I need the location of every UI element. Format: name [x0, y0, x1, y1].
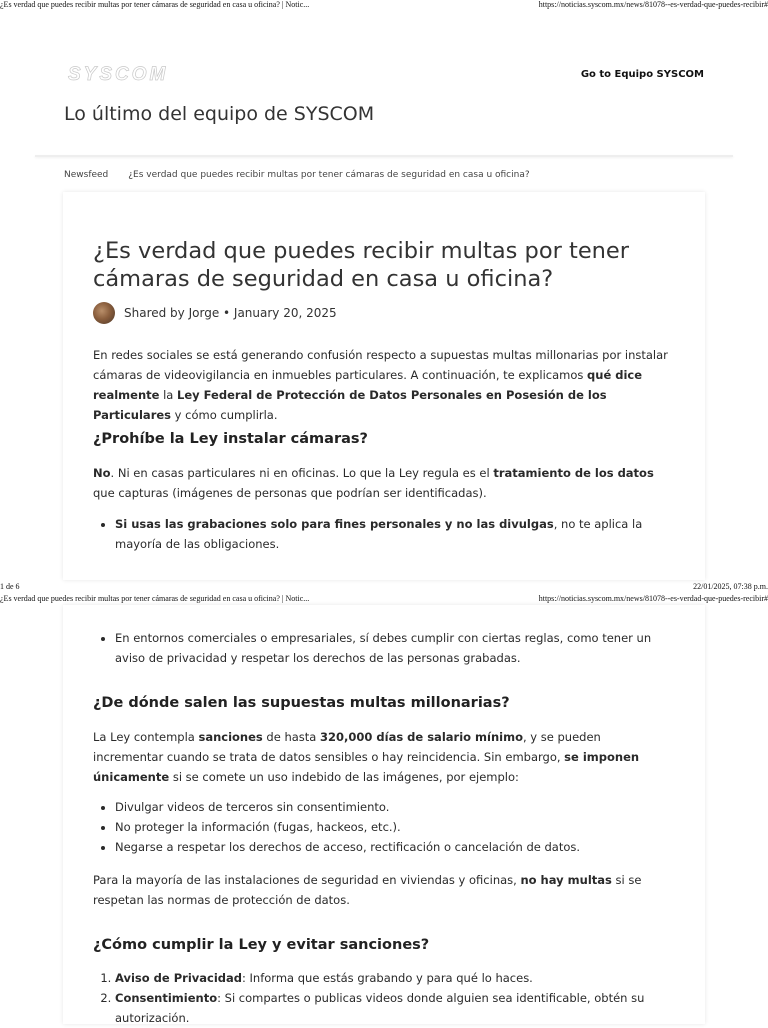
section2-paragraph: [93, 727, 673, 787]
text: : Si compartes o publicas videos donde alguien sea identificable, obtén su autorización.: [115, 991, 645, 1025]
breadcrumb: [64, 170, 550, 180]
breadcrumb-newsfeed-link[interactable]: Newsfeed: [64, 170, 109, 180]
section1-paragraph: [93, 463, 673, 503]
print-header-url: https://noticias.syscom.mx/news/81078--es-verdad-que-puedes-recibir#: [538, 0, 768, 9]
intro-paragraph: [93, 345, 673, 425]
text: : Informa que estás grabando y para qué lo haces.: [242, 971, 533, 985]
list-item: • Divulgar videos de terceros sin consentimiento.: [115, 797, 673, 817]
list-item: [115, 988, 673, 1028]
print-footer-date: 22/01/2025, 07:38 p.m.: [693, 582, 768, 591]
print-header-url: https://noticias.syscom.mx/news/81078--es-verdad-que-puedes-recibir#: [538, 594, 768, 603]
print-footer-page: 1 de 6: [0, 582, 20, 591]
text-bold: Si usas las grabaciones solo para fines personales y no las divulgas: [115, 517, 554, 531]
text-bold: Ley Federal de Protección de Datos Personales en Posesión de los Particulares: [93, 388, 607, 422]
section2-list: [93, 797, 673, 857]
text-bold: No: [93, 466, 111, 480]
text: de hasta: [262, 730, 321, 744]
text: si se comete un uso indebido de las imágenes, por ejemplo:: [169, 770, 519, 784]
text-bold: se imponen únicamente: [93, 750, 640, 784]
go-to-equipo-link[interactable]: Go to Equipo SYSCOM: [580, 69, 704, 80]
text-bold: Aviso de Privacidad: [115, 971, 242, 985]
author-avatar: [93, 302, 115, 324]
section-heading-multas: ¿De dónde salen las supuestas multas millonarias?: [93, 695, 510, 711]
article-byline: [93, 302, 337, 324]
section2-closing-paragraph: [93, 870, 673, 910]
syscom-logo[interactable]: SYSCOM: [68, 64, 169, 85]
print-header-title: ¿Es verdad que puedes recibir multas por tener cámaras de seguridad en casa u oficina? | Notic...: [0, 0, 310, 9]
site-title: Lo último del equipo de SYSCOM: [64, 103, 375, 125]
article-title: ¿Es verdad que puedes recibir multas por tener cámaras de seguridad en casa u oficina?: [93, 238, 630, 292]
breadcrumb-current: ¿Es verdad que puedes recibir multas por tener cámaras de seguridad en casa u oficina?: [128, 170, 530, 180]
text-bold: qué dice realmente: [93, 368, 643, 402]
list-item: • Negarse a respetar los derechos de acceso, rectificación o cancelación de datos.: [115, 837, 673, 857]
section3-list: [93, 968, 673, 1028]
text-bold: Consentimiento: [115, 991, 218, 1005]
text: La Ley contempla: [93, 730, 199, 744]
text: y cómo cumplirla.: [171, 408, 278, 422]
print-header-title: ¿Es verdad que puedes recibir multas por tener cámaras de seguridad en casa u oficina? | Notic...: [0, 594, 310, 603]
text: , y se pueden incrementar cuando se trata de datos sensibles o hay reincidencia. Sin embargo,: [93, 730, 601, 764]
text: que capturas (imágenes de personas que podrían ser identificadas).: [93, 486, 487, 500]
text: . Ni en casas particulares ni en oficinas. Lo que la Ley regula es el: [110, 466, 494, 480]
text-bold: tratamiento de los datos: [493, 466, 654, 480]
header-divider: [35, 155, 733, 157]
section-heading-cumplir: ¿Cómo cumplir la Ley y evitar sanciones?: [93, 937, 430, 953]
print-footer: [0, 582, 768, 594]
byline-text: Shared by Jorge • January 20, 2025: [124, 306, 337, 320]
text: si se respetan las normas de protección de datos.: [93, 873, 642, 907]
text: la: [159, 388, 178, 402]
list-item: [115, 968, 673, 988]
section-heading-prohibe: ¿Prohíbe la Ley instalar cámaras?: [93, 431, 368, 447]
list-item: [115, 514, 673, 554]
list-item: • No proteger la información (fugas, hackeos, etc.).: [115, 817, 673, 837]
print-header: [0, 0, 768, 12]
text-bold: sanciones: [198, 730, 263, 744]
text: En redes sociales se está generando confusión respecto a supuestas multas millonarias por instalar cámaras de videovigilancia en inmuebles particulares. A continuación, te explicamos: [93, 348, 668, 382]
text-bold: no hay multas: [520, 873, 612, 887]
section1-list-b: [93, 628, 673, 668]
text: , no te aplica la mayoría de las obligaciones.: [115, 517, 643, 551]
text: Para la mayoría de las instalaciones de seguridad en viviendas y oficinas,: [93, 873, 521, 887]
list-item: • En entornos comerciales o empresariales, sí debes cumplir con ciertas reglas, como tener un aviso de privacidad y respetar los derechos de las personas grabadas.: [115, 628, 673, 668]
text-bold: 320,000 días de salario mínimo: [320, 730, 523, 744]
section1-list-a: [93, 514, 673, 554]
